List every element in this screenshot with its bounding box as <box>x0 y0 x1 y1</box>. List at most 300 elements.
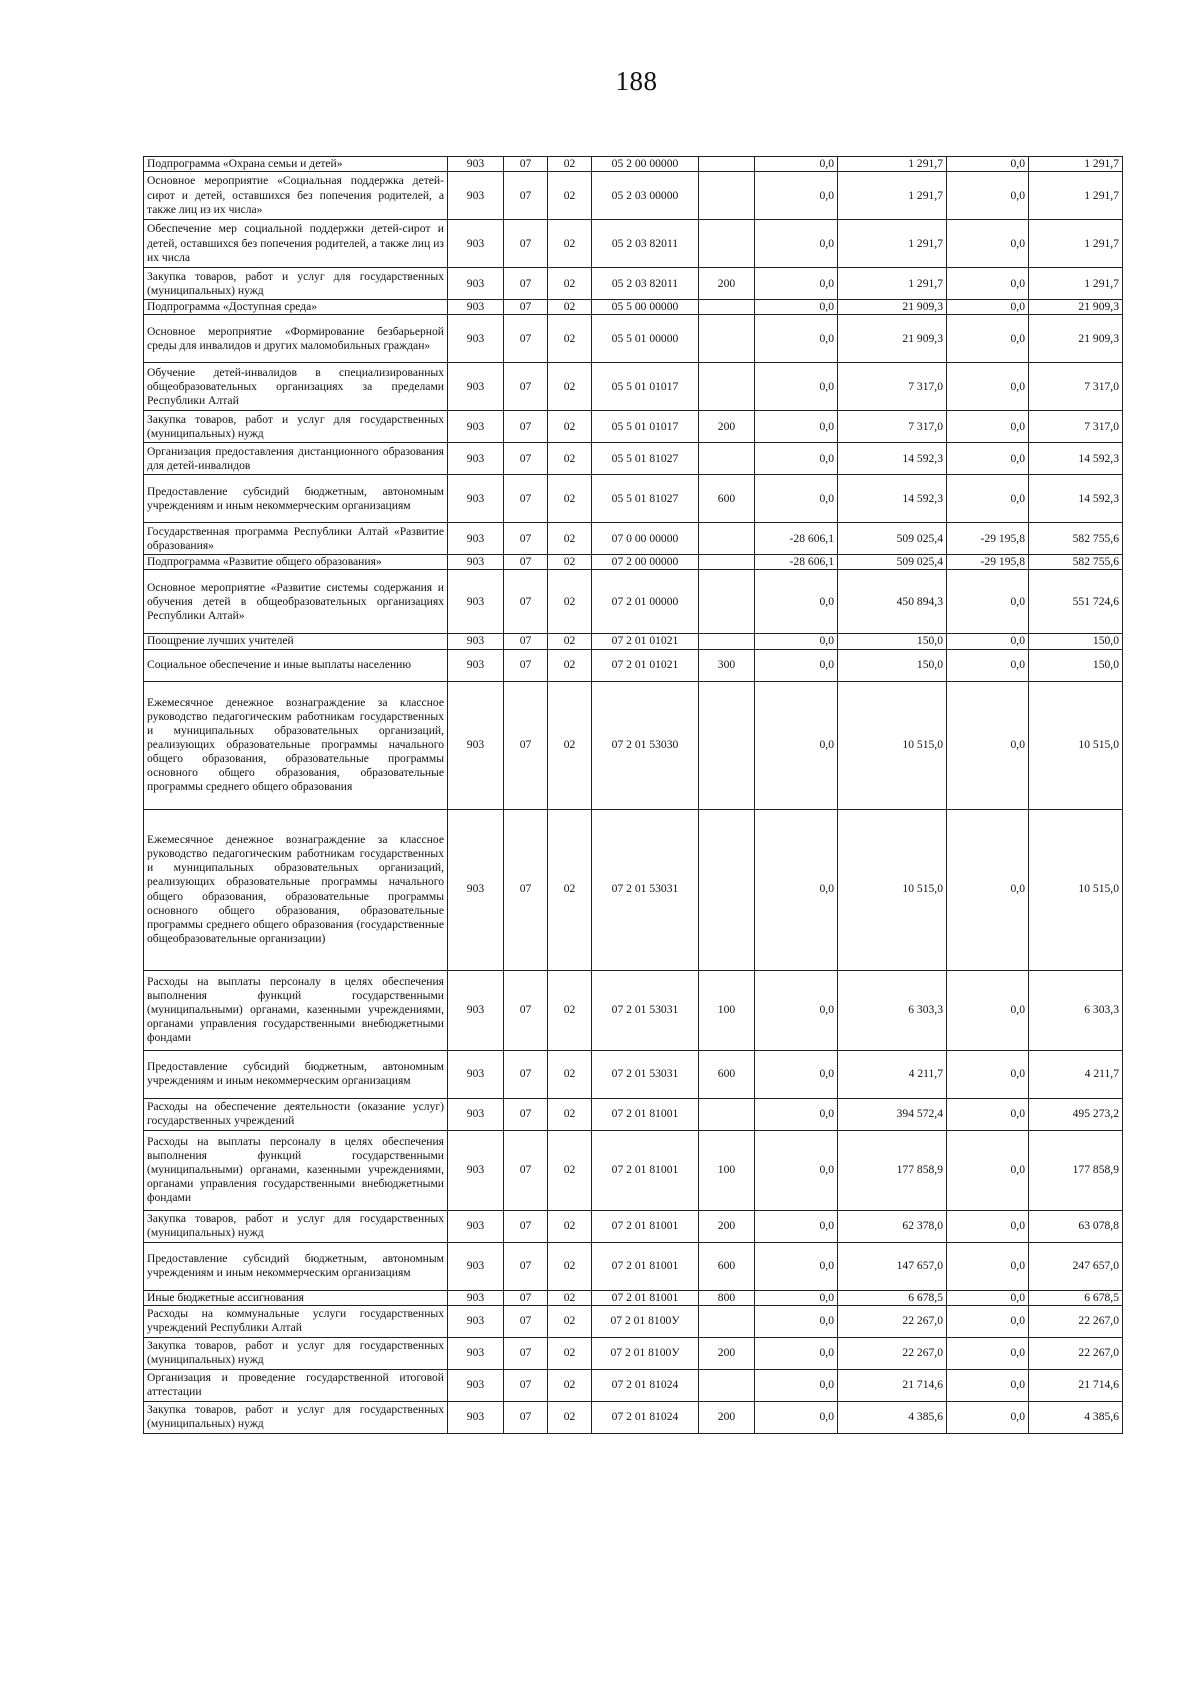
section-code-cell: 07 <box>504 475 548 523</box>
section-code-cell: 07 <box>504 1050 548 1098</box>
expense-type-cell: 600 <box>699 475 755 523</box>
amount-change-3-cell: 0,0 <box>947 1305 1029 1337</box>
table-row <box>144 555 1123 570</box>
target-article-cell: 05 5 01 00000 <box>592 315 699 363</box>
target-article-cell: 05 5 01 01017 <box>592 363 699 411</box>
table-row <box>144 1210 1123 1242</box>
section-code-cell: 07 <box>504 268 548 300</box>
expense-type-cell <box>699 220 755 268</box>
amount-change-3-cell: 0,0 <box>947 1337 1029 1369</box>
table-row <box>144 475 1123 523</box>
amount-change-3-cell: 0,0 <box>947 970 1029 1050</box>
amount-total-cell: 21 714,6 <box>1029 1369 1123 1401</box>
row-name-cell: Иные бюджетные ассигнования <box>144 1290 448 1305</box>
section-code-cell: 07 <box>504 172 548 220</box>
amount-change-2-cell: 177 858,9 <box>838 1130 947 1210</box>
expense-type-cell: 600 <box>699 1050 755 1098</box>
amount-total-cell: 177 858,9 <box>1029 1130 1123 1210</box>
table-row <box>144 443 1123 475</box>
section-code-cell: 07 <box>504 1369 548 1401</box>
table-row <box>144 411 1123 443</box>
amount-change-1-cell: 0,0 <box>755 1242 838 1290</box>
amount-change-3-cell: 0,0 <box>947 634 1029 649</box>
table-row <box>144 570 1123 634</box>
subsection-code-cell: 02 <box>548 443 592 475</box>
grbs-code-cell: 903 <box>448 809 504 970</box>
target-article-cell: 07 2 01 53031 <box>592 970 699 1050</box>
amount-total-cell: 4 385,6 <box>1029 1401 1123 1433</box>
grbs-code-cell: 903 <box>448 1242 504 1290</box>
grbs-code-cell: 903 <box>448 220 504 268</box>
amount-change-2-cell: 1 291,7 <box>838 268 947 300</box>
grbs-code-cell: 903 <box>448 315 504 363</box>
amount-change-1-cell: 0,0 <box>755 315 838 363</box>
amount-change-2-cell: 6 678,5 <box>838 1290 947 1305</box>
expense-type-cell: 200 <box>699 1337 755 1369</box>
table-row <box>144 315 1123 363</box>
amount-change-1-cell: 0,0 <box>755 363 838 411</box>
row-name-cell: Предоставление субсидий бюджетным, автономным учреждениям и иным некоммерческим организациям <box>144 475 448 523</box>
grbs-code-cell: 903 <box>448 634 504 649</box>
table-row <box>144 363 1123 411</box>
target-article-cell: 07 2 01 01021 <box>592 649 699 681</box>
grbs-code-cell: 903 <box>448 363 504 411</box>
amount-total-cell: 10 515,0 <box>1029 681 1123 809</box>
subsection-code-cell: 02 <box>548 523 592 555</box>
grbs-code-cell: 903 <box>448 523 504 555</box>
amount-change-1-cell: 0,0 <box>755 970 838 1050</box>
target-article-cell: 05 5 01 81027 <box>592 443 699 475</box>
amount-change-3-cell: -29 195,8 <box>947 523 1029 555</box>
amount-change-3-cell: 0,0 <box>947 411 1029 443</box>
amount-change-2-cell: 150,0 <box>838 634 947 649</box>
row-name-cell: Организация и проведение государственной итоговой аттестации <box>144 1369 448 1401</box>
section-code-cell: 07 <box>504 220 548 268</box>
subsection-code-cell: 02 <box>548 1290 592 1305</box>
amount-total-cell: 1 291,7 <box>1029 172 1123 220</box>
amount-change-1-cell: 0,0 <box>755 1401 838 1433</box>
section-code-cell: 07 <box>504 363 548 411</box>
amount-change-1-cell: 0,0 <box>755 1050 838 1098</box>
amount-change-3-cell: 0,0 <box>947 1098 1029 1130</box>
amount-change-3-cell: 0,0 <box>947 157 1029 172</box>
amount-change-3-cell: 0,0 <box>947 443 1029 475</box>
amount-change-3-cell: 0,0 <box>947 475 1029 523</box>
amount-change-1-cell: 0,0 <box>755 172 838 220</box>
subsection-code-cell: 02 <box>548 475 592 523</box>
amount-change-1-cell: 0,0 <box>755 570 838 634</box>
expense-type-cell <box>699 1098 755 1130</box>
expense-type-cell <box>699 570 755 634</box>
amount-change-3-cell: 0,0 <box>947 570 1029 634</box>
amount-change-3-cell: 0,0 <box>947 1130 1029 1210</box>
section-code-cell: 07 <box>504 443 548 475</box>
table-row <box>144 220 1123 268</box>
amount-total-cell: 22 267,0 <box>1029 1337 1123 1369</box>
grbs-code-cell: 903 <box>448 1337 504 1369</box>
subsection-code-cell: 02 <box>548 570 592 634</box>
expense-type-cell: 800 <box>699 1290 755 1305</box>
section-code-cell: 07 <box>504 315 548 363</box>
grbs-code-cell: 903 <box>448 555 504 570</box>
amount-change-3-cell: 0,0 <box>947 681 1029 809</box>
table-row <box>144 1290 1123 1305</box>
expense-type-cell: 200 <box>699 268 755 300</box>
grbs-code-cell: 903 <box>448 1290 504 1305</box>
grbs-code-cell: 903 <box>448 268 504 300</box>
target-article-cell: 07 0 00 00000 <box>592 523 699 555</box>
amount-change-1-cell: -28 606,1 <box>755 523 838 555</box>
subsection-code-cell: 02 <box>548 1098 592 1130</box>
expense-type-cell: 600 <box>699 1242 755 1290</box>
grbs-code-cell: 903 <box>448 1305 504 1337</box>
table-row <box>144 1337 1123 1369</box>
expense-type-cell <box>699 172 755 220</box>
grbs-code-cell: 903 <box>448 172 504 220</box>
table-row <box>144 523 1123 555</box>
grbs-code-cell: 903 <box>448 1401 504 1433</box>
subsection-code-cell: 02 <box>548 220 592 268</box>
target-article-cell: 07 2 01 8100У <box>592 1337 699 1369</box>
grbs-code-cell: 903 <box>448 681 504 809</box>
amount-change-2-cell: 147 657,0 <box>838 1242 947 1290</box>
table-row <box>144 1242 1123 1290</box>
row-name-cell: Подпрограмма «Развитие общего образования» <box>144 555 448 570</box>
budget-table <box>143 156 1123 1434</box>
table-row <box>144 1098 1123 1130</box>
amount-change-1-cell: 0,0 <box>755 1290 838 1305</box>
section-code-cell: 07 <box>504 555 548 570</box>
amount-change-3-cell: 0,0 <box>947 363 1029 411</box>
amount-change-2-cell: 10 515,0 <box>838 809 947 970</box>
grbs-code-cell: 903 <box>448 157 504 172</box>
expense-type-cell <box>699 1369 755 1401</box>
amount-change-2-cell: 62 378,0 <box>838 1210 947 1242</box>
table-row <box>144 1369 1123 1401</box>
target-article-cell: 07 2 01 8100У <box>592 1305 699 1337</box>
table-row <box>144 1050 1123 1098</box>
amount-change-2-cell: 4 385,6 <box>838 1401 947 1433</box>
table-row <box>144 300 1123 315</box>
target-article-cell: 07 2 01 53031 <box>592 1050 699 1098</box>
amount-change-2-cell: 394 572,4 <box>838 1098 947 1130</box>
row-name-cell: Обеспечение мер социальной поддержки детей-сирот и детей, оставшихся без попечения родителей, а также лиц из их числа <box>144 220 448 268</box>
subsection-code-cell: 02 <box>548 1305 592 1337</box>
table-row <box>144 1401 1123 1433</box>
amount-total-cell: 14 592,3 <box>1029 443 1123 475</box>
amount-total-cell: 7 317,0 <box>1029 363 1123 411</box>
amount-change-2-cell: 10 515,0 <box>838 681 947 809</box>
row-name-cell: Социальное обеспечение и иные выплаты населению <box>144 649 448 681</box>
amount-change-2-cell: 450 894,3 <box>838 570 947 634</box>
target-article-cell: 07 2 01 81001 <box>592 1098 699 1130</box>
amount-change-2-cell: 6 303,3 <box>838 970 947 1050</box>
target-article-cell: 07 2 01 81024 <box>592 1369 699 1401</box>
amount-total-cell: 1 291,7 <box>1029 220 1123 268</box>
amount-change-2-cell: 21 909,3 <box>838 315 947 363</box>
section-code-cell: 07 <box>504 300 548 315</box>
amount-change-3-cell: 0,0 <box>947 300 1029 315</box>
grbs-code-cell: 903 <box>448 1210 504 1242</box>
amount-change-2-cell: 21 909,3 <box>838 300 947 315</box>
amount-total-cell: 22 267,0 <box>1029 1305 1123 1337</box>
amount-change-1-cell: 0,0 <box>755 1210 838 1242</box>
table-row <box>144 970 1123 1050</box>
row-name-cell: Закупка товаров, работ и услуг для государственных (муниципальных) нужд <box>144 1210 448 1242</box>
target-article-cell: 05 2 03 82011 <box>592 220 699 268</box>
target-article-cell: 05 2 03 82011 <box>592 268 699 300</box>
subsection-code-cell: 02 <box>548 1210 592 1242</box>
row-name-cell: Закупка товаров, работ и услуг для государственных (муниципальных) нужд <box>144 1337 448 1369</box>
subsection-code-cell: 02 <box>548 681 592 809</box>
subsection-code-cell: 02 <box>548 363 592 411</box>
expense-type-cell: 100 <box>699 1130 755 1210</box>
amount-total-cell: 21 909,3 <box>1029 300 1123 315</box>
amount-change-2-cell: 509 025,4 <box>838 555 947 570</box>
grbs-code-cell: 903 <box>448 475 504 523</box>
row-name-cell: Обучение детей-инвалидов в специализированных общеобразовательных организациях за пределами Республики Алтай <box>144 363 448 411</box>
subsection-code-cell: 02 <box>548 555 592 570</box>
section-code-cell: 07 <box>504 1242 548 1290</box>
amount-total-cell: 10 515,0 <box>1029 809 1123 970</box>
amount-change-1-cell: 0,0 <box>755 681 838 809</box>
grbs-code-cell: 903 <box>448 649 504 681</box>
amount-change-1-cell: 0,0 <box>755 443 838 475</box>
subsection-code-cell: 02 <box>548 315 592 363</box>
row-name-cell: Предоставление субсидий бюджетным, автономным учреждениям и иным некоммерческим организациям <box>144 1242 448 1290</box>
amount-total-cell: 582 755,6 <box>1029 523 1123 555</box>
expense-type-cell <box>699 523 755 555</box>
table-row <box>144 268 1123 300</box>
expense-type-cell: 100 <box>699 970 755 1050</box>
row-name-cell: Организация предоставления дистанционного образования для детей-инвалидов <box>144 443 448 475</box>
target-article-cell: 07 2 01 81001 <box>592 1210 699 1242</box>
table-row <box>144 157 1123 172</box>
expense-type-cell <box>699 681 755 809</box>
target-article-cell: 05 2 03 00000 <box>592 172 699 220</box>
amount-change-2-cell: 509 025,4 <box>838 523 947 555</box>
subsection-code-cell: 02 <box>548 649 592 681</box>
amount-change-3-cell: 0,0 <box>947 1050 1029 1098</box>
amount-total-cell: 150,0 <box>1029 649 1123 681</box>
table-body <box>144 157 1123 1434</box>
amount-change-2-cell: 4 211,7 <box>838 1050 947 1098</box>
amount-change-2-cell: 1 291,7 <box>838 172 947 220</box>
amount-change-3-cell: 0,0 <box>947 1290 1029 1305</box>
amount-total-cell: 150,0 <box>1029 634 1123 649</box>
section-code-cell: 07 <box>504 570 548 634</box>
row-name-cell: Предоставление субсидий бюджетным, автономным учреждениям и иным некоммерческим организациям <box>144 1050 448 1098</box>
amount-change-3-cell: 0,0 <box>947 1401 1029 1433</box>
grbs-code-cell: 903 <box>448 1369 504 1401</box>
row-name-cell: Подпрограмма «Охрана семьи и детей» <box>144 157 448 172</box>
amount-change-1-cell: 0,0 <box>755 411 838 443</box>
grbs-code-cell: 903 <box>448 1098 504 1130</box>
section-code-cell: 07 <box>504 1401 548 1433</box>
amount-change-1-cell: 0,0 <box>755 1305 838 1337</box>
page-number: 188 <box>615 66 658 96</box>
row-name-cell: Закупка товаров, работ и услуг для государственных (муниципальных) нужд <box>144 411 448 443</box>
amount-change-2-cell: 21 714,6 <box>838 1369 947 1401</box>
subsection-code-cell: 02 <box>548 634 592 649</box>
subsection-code-cell: 02 <box>548 1130 592 1210</box>
target-article-cell: 05 5 00 00000 <box>592 300 699 315</box>
grbs-code-cell: 903 <box>448 443 504 475</box>
amount-total-cell: 4 211,7 <box>1029 1050 1123 1098</box>
expense-type-cell <box>699 555 755 570</box>
table-row <box>144 1305 1123 1337</box>
expense-type-cell <box>699 809 755 970</box>
row-name-cell: Расходы на обеспечение деятельности (оказание услуг) государственных учреждений <box>144 1098 448 1130</box>
target-article-cell: 05 5 01 81027 <box>592 475 699 523</box>
amount-change-1-cell: 0,0 <box>755 1369 838 1401</box>
table-row <box>144 172 1123 220</box>
target-article-cell: 07 2 01 81024 <box>592 1401 699 1433</box>
amount-change-3-cell: 0,0 <box>947 809 1029 970</box>
target-article-cell: 07 2 01 53030 <box>592 681 699 809</box>
amount-total-cell: 6 678,5 <box>1029 1290 1123 1305</box>
table-row <box>144 1130 1123 1210</box>
target-article-cell: 05 2 00 00000 <box>592 157 699 172</box>
grbs-code-cell: 903 <box>448 1050 504 1098</box>
subsection-code-cell: 02 <box>548 970 592 1050</box>
amount-change-1-cell: 0,0 <box>755 649 838 681</box>
expense-type-cell: 300 <box>699 649 755 681</box>
expense-type-cell: 200 <box>699 411 755 443</box>
amount-total-cell: 247 657,0 <box>1029 1242 1123 1290</box>
amount-change-3-cell: 0,0 <box>947 220 1029 268</box>
amount-change-1-cell: 0,0 <box>755 809 838 970</box>
amount-change-2-cell: 1 291,7 <box>838 157 947 172</box>
amount-change-2-cell: 22 267,0 <box>838 1337 947 1369</box>
expense-type-cell <box>699 315 755 363</box>
subsection-code-cell: 02 <box>548 172 592 220</box>
amount-total-cell: 1 291,7 <box>1029 268 1123 300</box>
grbs-code-cell: 903 <box>448 570 504 634</box>
section-code-cell: 07 <box>504 1305 548 1337</box>
grbs-code-cell: 903 <box>448 1130 504 1210</box>
subsection-code-cell: 02 <box>548 157 592 172</box>
expense-type-cell <box>699 157 755 172</box>
expense-type-cell: 200 <box>699 1401 755 1433</box>
amount-total-cell: 7 317,0 <box>1029 411 1123 443</box>
subsection-code-cell: 02 <box>548 268 592 300</box>
section-code-cell: 07 <box>504 649 548 681</box>
amount-change-1-cell: 0,0 <box>755 268 838 300</box>
row-name-cell: Ежемесячное денежное вознаграждение за классное руководство педагогическим работникам государственных и муниципальных образовательных организаций, реализующих образовательные программы начального общего образования, образовательные программы основного общего образования, образовательные программы среднего общего образования <box>144 681 448 809</box>
target-article-cell: 07 2 01 81001 <box>592 1130 699 1210</box>
target-article-cell: 07 2 01 01021 <box>592 634 699 649</box>
section-code-cell: 07 <box>504 1337 548 1369</box>
amount-change-1-cell: 0,0 <box>755 157 838 172</box>
subsection-code-cell: 02 <box>548 1401 592 1433</box>
amount-total-cell: 1 291,7 <box>1029 157 1123 172</box>
amount-change-3-cell: 0,0 <box>947 315 1029 363</box>
amount-change-2-cell: 150,0 <box>838 649 947 681</box>
amount-change-1-cell: 0,0 <box>755 475 838 523</box>
subsection-code-cell: 02 <box>548 411 592 443</box>
amount-change-1-cell: 0,0 <box>755 1130 838 1210</box>
amount-change-1-cell: 0,0 <box>755 1098 838 1130</box>
expense-type-cell: 200 <box>699 1210 755 1242</box>
amount-change-3-cell: 0,0 <box>947 268 1029 300</box>
row-name-cell: Поощрение лучших учителей <box>144 634 448 649</box>
section-code-cell: 07 <box>504 681 548 809</box>
row-name-cell: Подпрограмма «Доступная среда» <box>144 300 448 315</box>
amount-change-3-cell: 0,0 <box>947 1369 1029 1401</box>
amount-change-3-cell: -29 195,8 <box>947 555 1029 570</box>
section-code-cell: 07 <box>504 1130 548 1210</box>
amount-total-cell: 6 303,3 <box>1029 970 1123 1050</box>
amount-change-3-cell: 0,0 <box>947 1242 1029 1290</box>
subsection-code-cell: 02 <box>548 300 592 315</box>
section-code-cell: 07 <box>504 970 548 1050</box>
amount-total-cell: 63 078,8 <box>1029 1210 1123 1242</box>
row-name-cell: Основное мероприятие «Развитие системы содержания и обучения детей в общеобразовательных организациях Республики Алтай» <box>144 570 448 634</box>
subsection-code-cell: 02 <box>548 809 592 970</box>
target-article-cell: 05 5 01 01017 <box>592 411 699 443</box>
expense-type-cell <box>699 443 755 475</box>
amount-change-3-cell: 0,0 <box>947 649 1029 681</box>
expense-type-cell <box>699 1305 755 1337</box>
amount-change-2-cell: 14 592,3 <box>838 443 947 475</box>
target-article-cell: 07 2 01 00000 <box>592 570 699 634</box>
table-row <box>144 681 1123 809</box>
grbs-code-cell: 903 <box>448 411 504 443</box>
amount-total-cell: 14 592,3 <box>1029 475 1123 523</box>
row-name-cell: Расходы на выплаты персоналу в целях обеспечения выполнения функций государственными (муниципальными) органами, казенными учреждениями, органами управления государственными внебюджетными фондами <box>144 1130 448 1210</box>
section-code-cell: 07 <box>504 1098 548 1130</box>
table-row <box>144 634 1123 649</box>
target-article-cell: 07 2 01 81001 <box>592 1290 699 1305</box>
amount-change-2-cell: 22 267,0 <box>838 1305 947 1337</box>
section-code-cell: 07 <box>504 157 548 172</box>
amount-change-1-cell: -28 606,1 <box>755 555 838 570</box>
subsection-code-cell: 02 <box>548 1369 592 1401</box>
row-name-cell: Государственная программа Республики Алтай «Развитие образования» <box>144 523 448 555</box>
amount-change-2-cell: 7 317,0 <box>838 411 947 443</box>
amount-change-3-cell: 0,0 <box>947 1210 1029 1242</box>
subsection-code-cell: 02 <box>548 1050 592 1098</box>
section-code-cell: 07 <box>504 809 548 970</box>
amount-change-2-cell: 7 317,0 <box>838 363 947 411</box>
target-article-cell: 07 2 01 81001 <box>592 1242 699 1290</box>
subsection-code-cell: 02 <box>548 1337 592 1369</box>
amount-total-cell: 21 909,3 <box>1029 315 1123 363</box>
subsection-code-cell: 02 <box>548 1242 592 1290</box>
row-name-cell: Ежемесячное денежное вознаграждение за классное руководство педагогическим работникам государственных и муниципальных образовательных организаций, реализующих образовательные программы начального общего образования, образовательные программы основного общего образования, образовательные программы среднего общего образования (государственные общеобразовательные организации) <box>144 809 448 970</box>
amount-total-cell: 551 724,6 <box>1029 570 1123 634</box>
row-name-cell: Закупка товаров, работ и услуг для государственных (муниципальных) нужд <box>144 268 448 300</box>
row-name-cell: Расходы на выплаты персоналу в целях обеспечения выполнения функций государственными (муниципальными) органами, казенными учреждениями, органами управления государственными внебюджетными фондами <box>144 970 448 1050</box>
table-row <box>144 809 1123 970</box>
amount-change-1-cell: 0,0 <box>755 220 838 268</box>
amount-total-cell: 582 755,6 <box>1029 555 1123 570</box>
amount-change-1-cell: 0,0 <box>755 300 838 315</box>
expense-type-cell <box>699 300 755 315</box>
section-code-cell: 07 <box>504 1210 548 1242</box>
amount-change-2-cell: 1 291,7 <box>838 220 947 268</box>
grbs-code-cell: 903 <box>448 970 504 1050</box>
expense-type-cell <box>699 363 755 411</box>
amount-total-cell: 495 273,2 <box>1029 1098 1123 1130</box>
row-name-cell: Закупка товаров, работ и услуг для государственных (муниципальных) нужд <box>144 1401 448 1433</box>
amount-change-1-cell: 0,0 <box>755 1337 838 1369</box>
table-row <box>144 649 1123 681</box>
grbs-code-cell: 903 <box>448 300 504 315</box>
section-code-cell: 07 <box>504 1290 548 1305</box>
expense-type-cell <box>699 634 755 649</box>
